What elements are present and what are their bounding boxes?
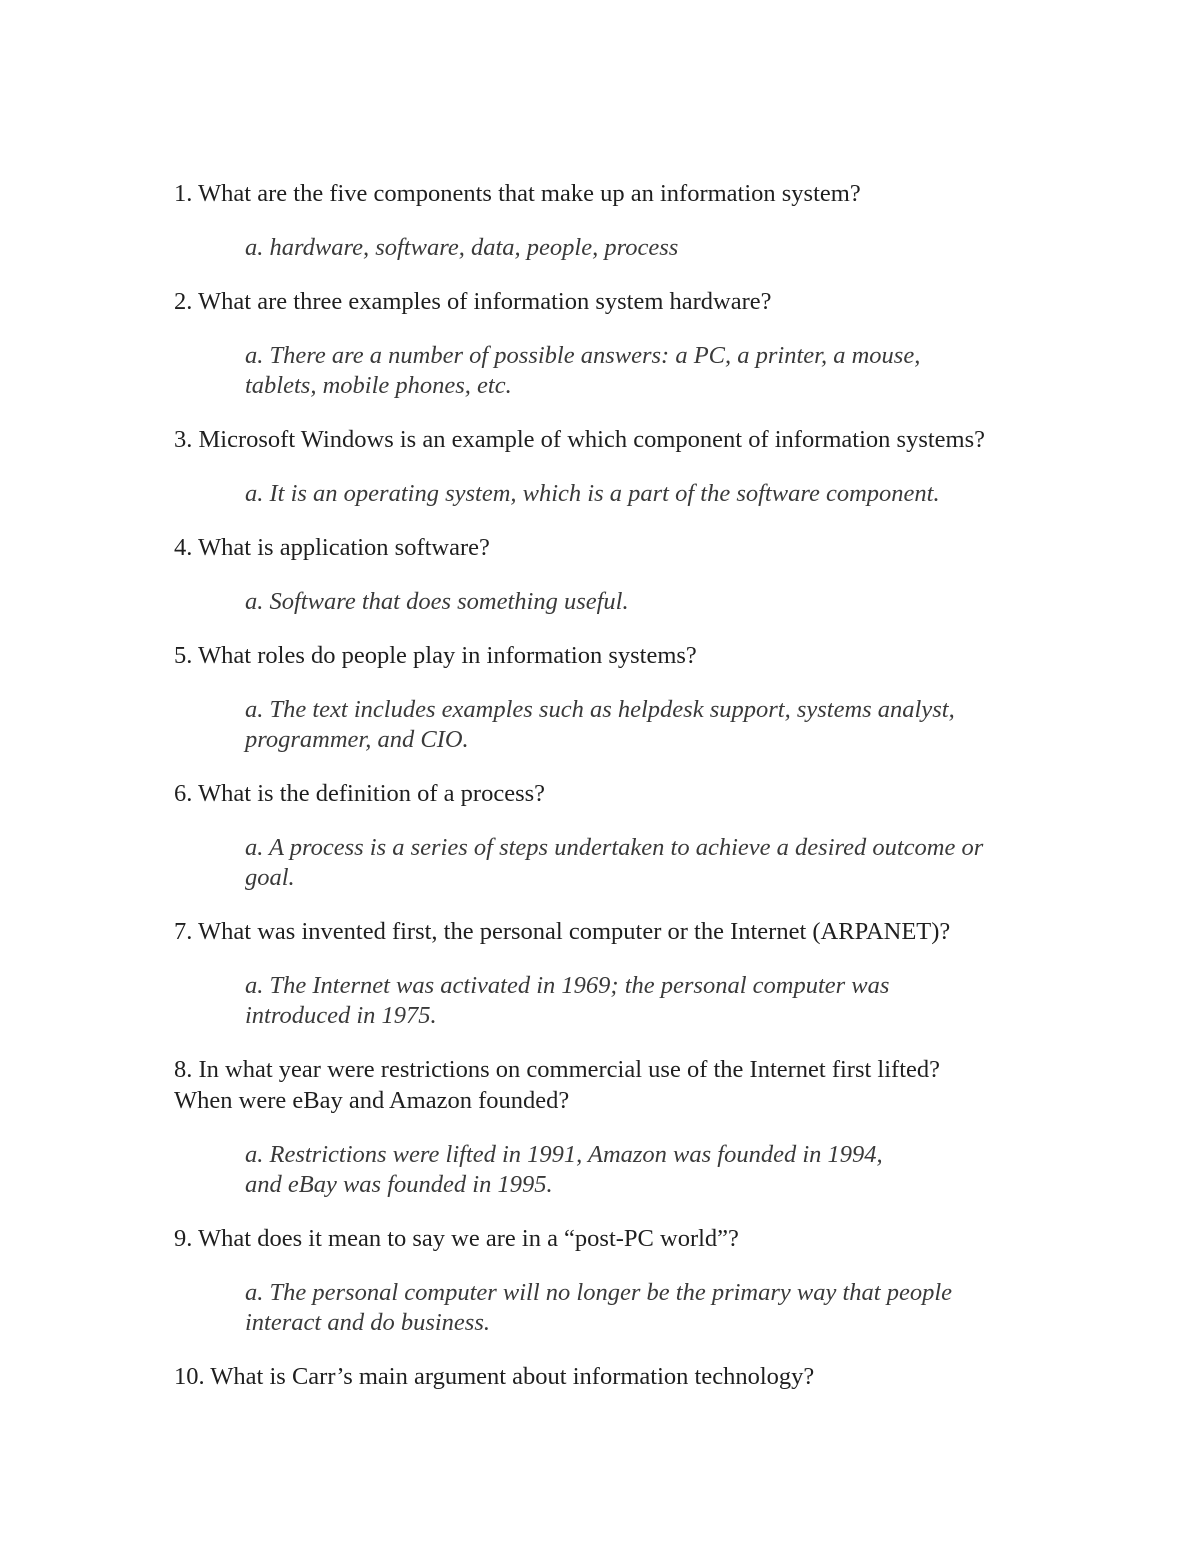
answer-8-line-2: and eBay was founded in 1995.	[245, 1171, 553, 1198]
answer-3: a. It is an operating system, which is a part of the software component.	[245, 480, 940, 507]
answer-6-line-1: a. A process is a series of steps undertaken to achieve a desired outcome or	[245, 834, 984, 861]
answer-5-line-1: a. The text includes examples such as helpdesk support, systems analyst,	[245, 696, 955, 723]
answer-6-line-2: goal.	[245, 864, 295, 891]
question-4: 4. What is application software?	[174, 534, 490, 561]
answer-1: a. hardware, software, data, people, process	[245, 234, 679, 261]
question-6: 6. What is the definition of a process?	[174, 780, 546, 807]
question-5: 5. What roles do people play in information systems?	[174, 642, 697, 669]
answer-7-line-2: introduced in 1975.	[245, 1002, 437, 1029]
question-2: 2. What are three examples of information system hardware?	[174, 288, 772, 315]
answer-7-line-1: a. The Internet was activated in 1969; the personal computer was	[245, 972, 890, 999]
answer-2-line-1: a. There are a number of possible answers: a PC, a printer, a mouse,	[245, 342, 921, 369]
question-10: 10. What is Carr’s main argument about information technology?	[174, 1363, 815, 1390]
question-8-line-2: When were eBay and Amazon founded?	[174, 1087, 570, 1114]
question-1: 1. What are the five components that make up an information system?	[174, 180, 861, 207]
answer-5-line-2: programmer, and CIO.	[245, 726, 469, 753]
answer-4: a. Software that does something useful.	[245, 588, 629, 615]
question-9: 9. What does it mean to say we are in a “post-PC world”?	[174, 1225, 739, 1252]
answer-9-line-2: interact and do business.	[245, 1309, 490, 1336]
question-7: 7. What was invented first, the personal computer or the Internet (ARPANET)?	[174, 918, 951, 945]
question-8-line-1: 8. In what year were restrictions on commercial use of the Internet first lifted?	[174, 1056, 941, 1083]
question-3: 3. Microsoft Windows is an example of which component of information systems?	[174, 426, 986, 453]
answer-8-line-1: a. Restrictions were lifted in 1991, Amazon was founded in 1994,	[245, 1141, 883, 1168]
answer-2-line-2: tablets, mobile phones, etc.	[245, 372, 512, 399]
answer-9-line-1: a. The personal computer will no longer be the primary way that people	[245, 1279, 953, 1306]
